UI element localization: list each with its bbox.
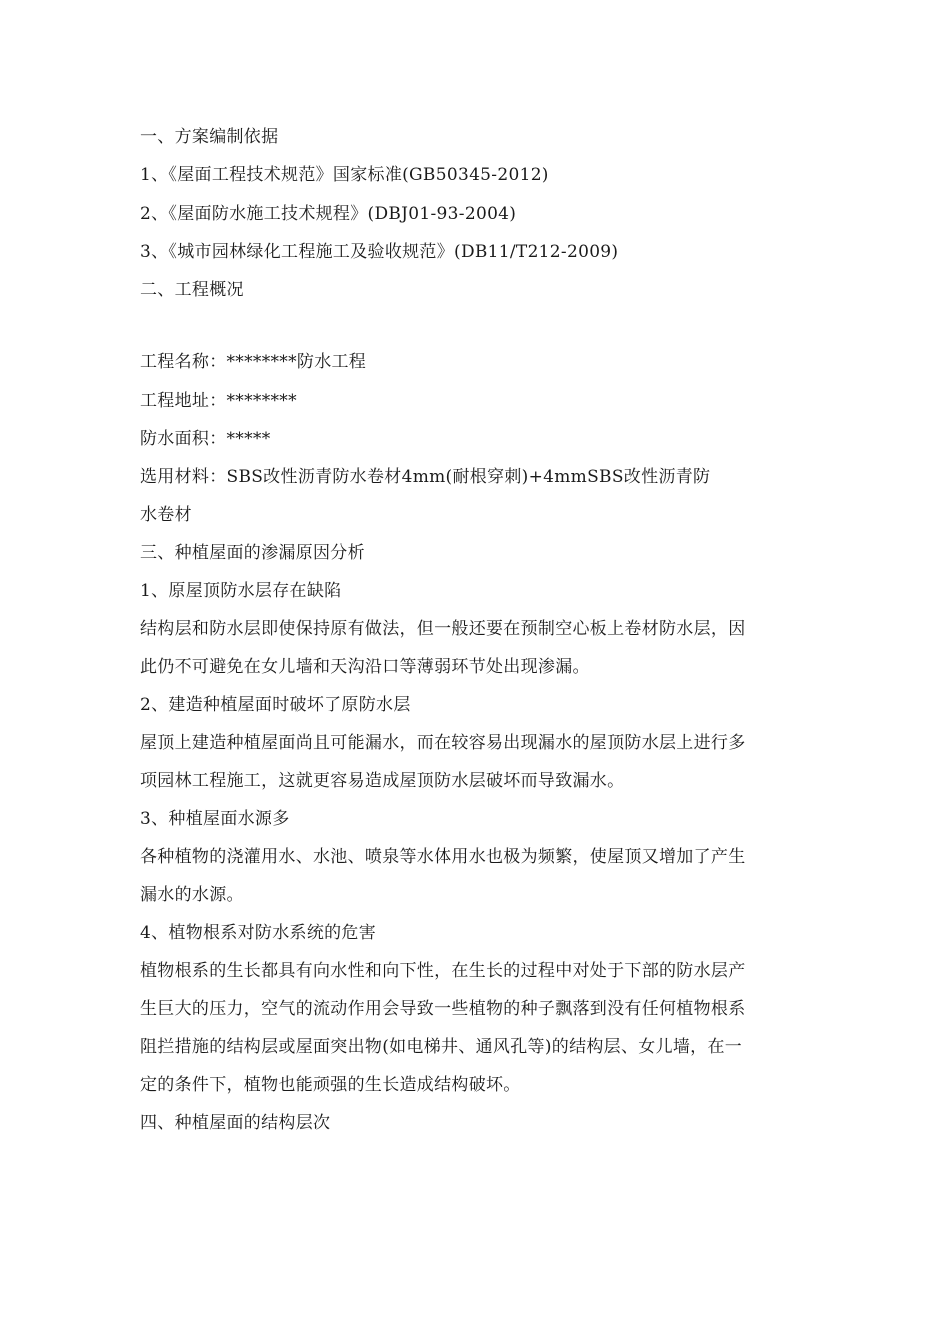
subheading-3-4: 4、植物根系对防水系统的危害 bbox=[140, 923, 377, 943]
heading-2: 二、工程概况 bbox=[140, 280, 244, 300]
paragraph-line: 结构层和防水层即使保持原有做法，但一般还要在预制空心板上卷材防水层，因 bbox=[140, 619, 746, 639]
project-address: 工程地址：******** bbox=[140, 391, 297, 411]
paragraph-line: 定的条件下，植物也能顽强的生长造成结构破坏。 bbox=[140, 1075, 521, 1095]
paragraph-line: 各种植物的浇灌用水、水池、喷泉等水体用水也极为频繁，使屋顶又增加了产生 bbox=[140, 847, 746, 867]
materials-line-1: 选用材料：SBS改性沥青防水卷材4mm(耐根穿刺)+4mmSBS改性沥青防 bbox=[140, 467, 711, 487]
paragraph-line: 项园林工程施工，这就更容易造成屋顶防水层破坏而导致漏水。 bbox=[140, 771, 625, 791]
basis-item-1: 1、《屋面工程技术规范》国家标准(GB50345-2012) bbox=[140, 165, 549, 185]
paragraph-line: 植物根系的生长都具有向水性和向下性，在生长的过程中对处于下部的防水层产 bbox=[140, 961, 746, 981]
subheading-3-3: 3、种植屋面水源多 bbox=[140, 809, 290, 829]
basis-item-3: 3、《城市园林绿化工程施工及验收规范》(DB11/T212-2009) bbox=[140, 242, 619, 262]
subheading-3-1: 1、原屋顶防水层存在缺陷 bbox=[140, 581, 342, 601]
paragraph-line: 阻拦措施的结构层或屋面突出物(如电梯井、通风孔等)的结构层、女儿墙，在一 bbox=[140, 1037, 743, 1057]
subheading-3-2: 2、建造种植屋面时破坏了原防水层 bbox=[140, 695, 411, 715]
waterproof-area: 防水面积：***** bbox=[140, 429, 271, 449]
heading-4: 四、种植屋面的结构层次 bbox=[140, 1113, 331, 1133]
heading-1: 一、方案编制依据 bbox=[140, 127, 279, 147]
basis-item-2: 2、《屋面防水施工技术规程》(DBJ01-93-2004) bbox=[140, 204, 517, 224]
project-name: 工程名称：********防水工程 bbox=[140, 352, 367, 372]
materials-line-2: 水卷材 bbox=[140, 505, 192, 525]
paragraph-line: 此仍不可避免在女儿墙和天沟沿口等薄弱环节处出现渗漏。 bbox=[140, 657, 590, 677]
paragraph-line: 生巨大的压力，空气的流动作用会导致一些植物的种子飘落到没有任何植物根系 bbox=[140, 999, 746, 1019]
paragraph-line: 漏水的水源。 bbox=[140, 885, 244, 905]
paragraph-line: 屋顶上建造种植屋面尚且可能漏水，而在较容易出现漏水的屋顶防水层上进行多 bbox=[140, 733, 746, 753]
heading-3: 三、种植屋面的渗漏原因分析 bbox=[140, 543, 365, 563]
